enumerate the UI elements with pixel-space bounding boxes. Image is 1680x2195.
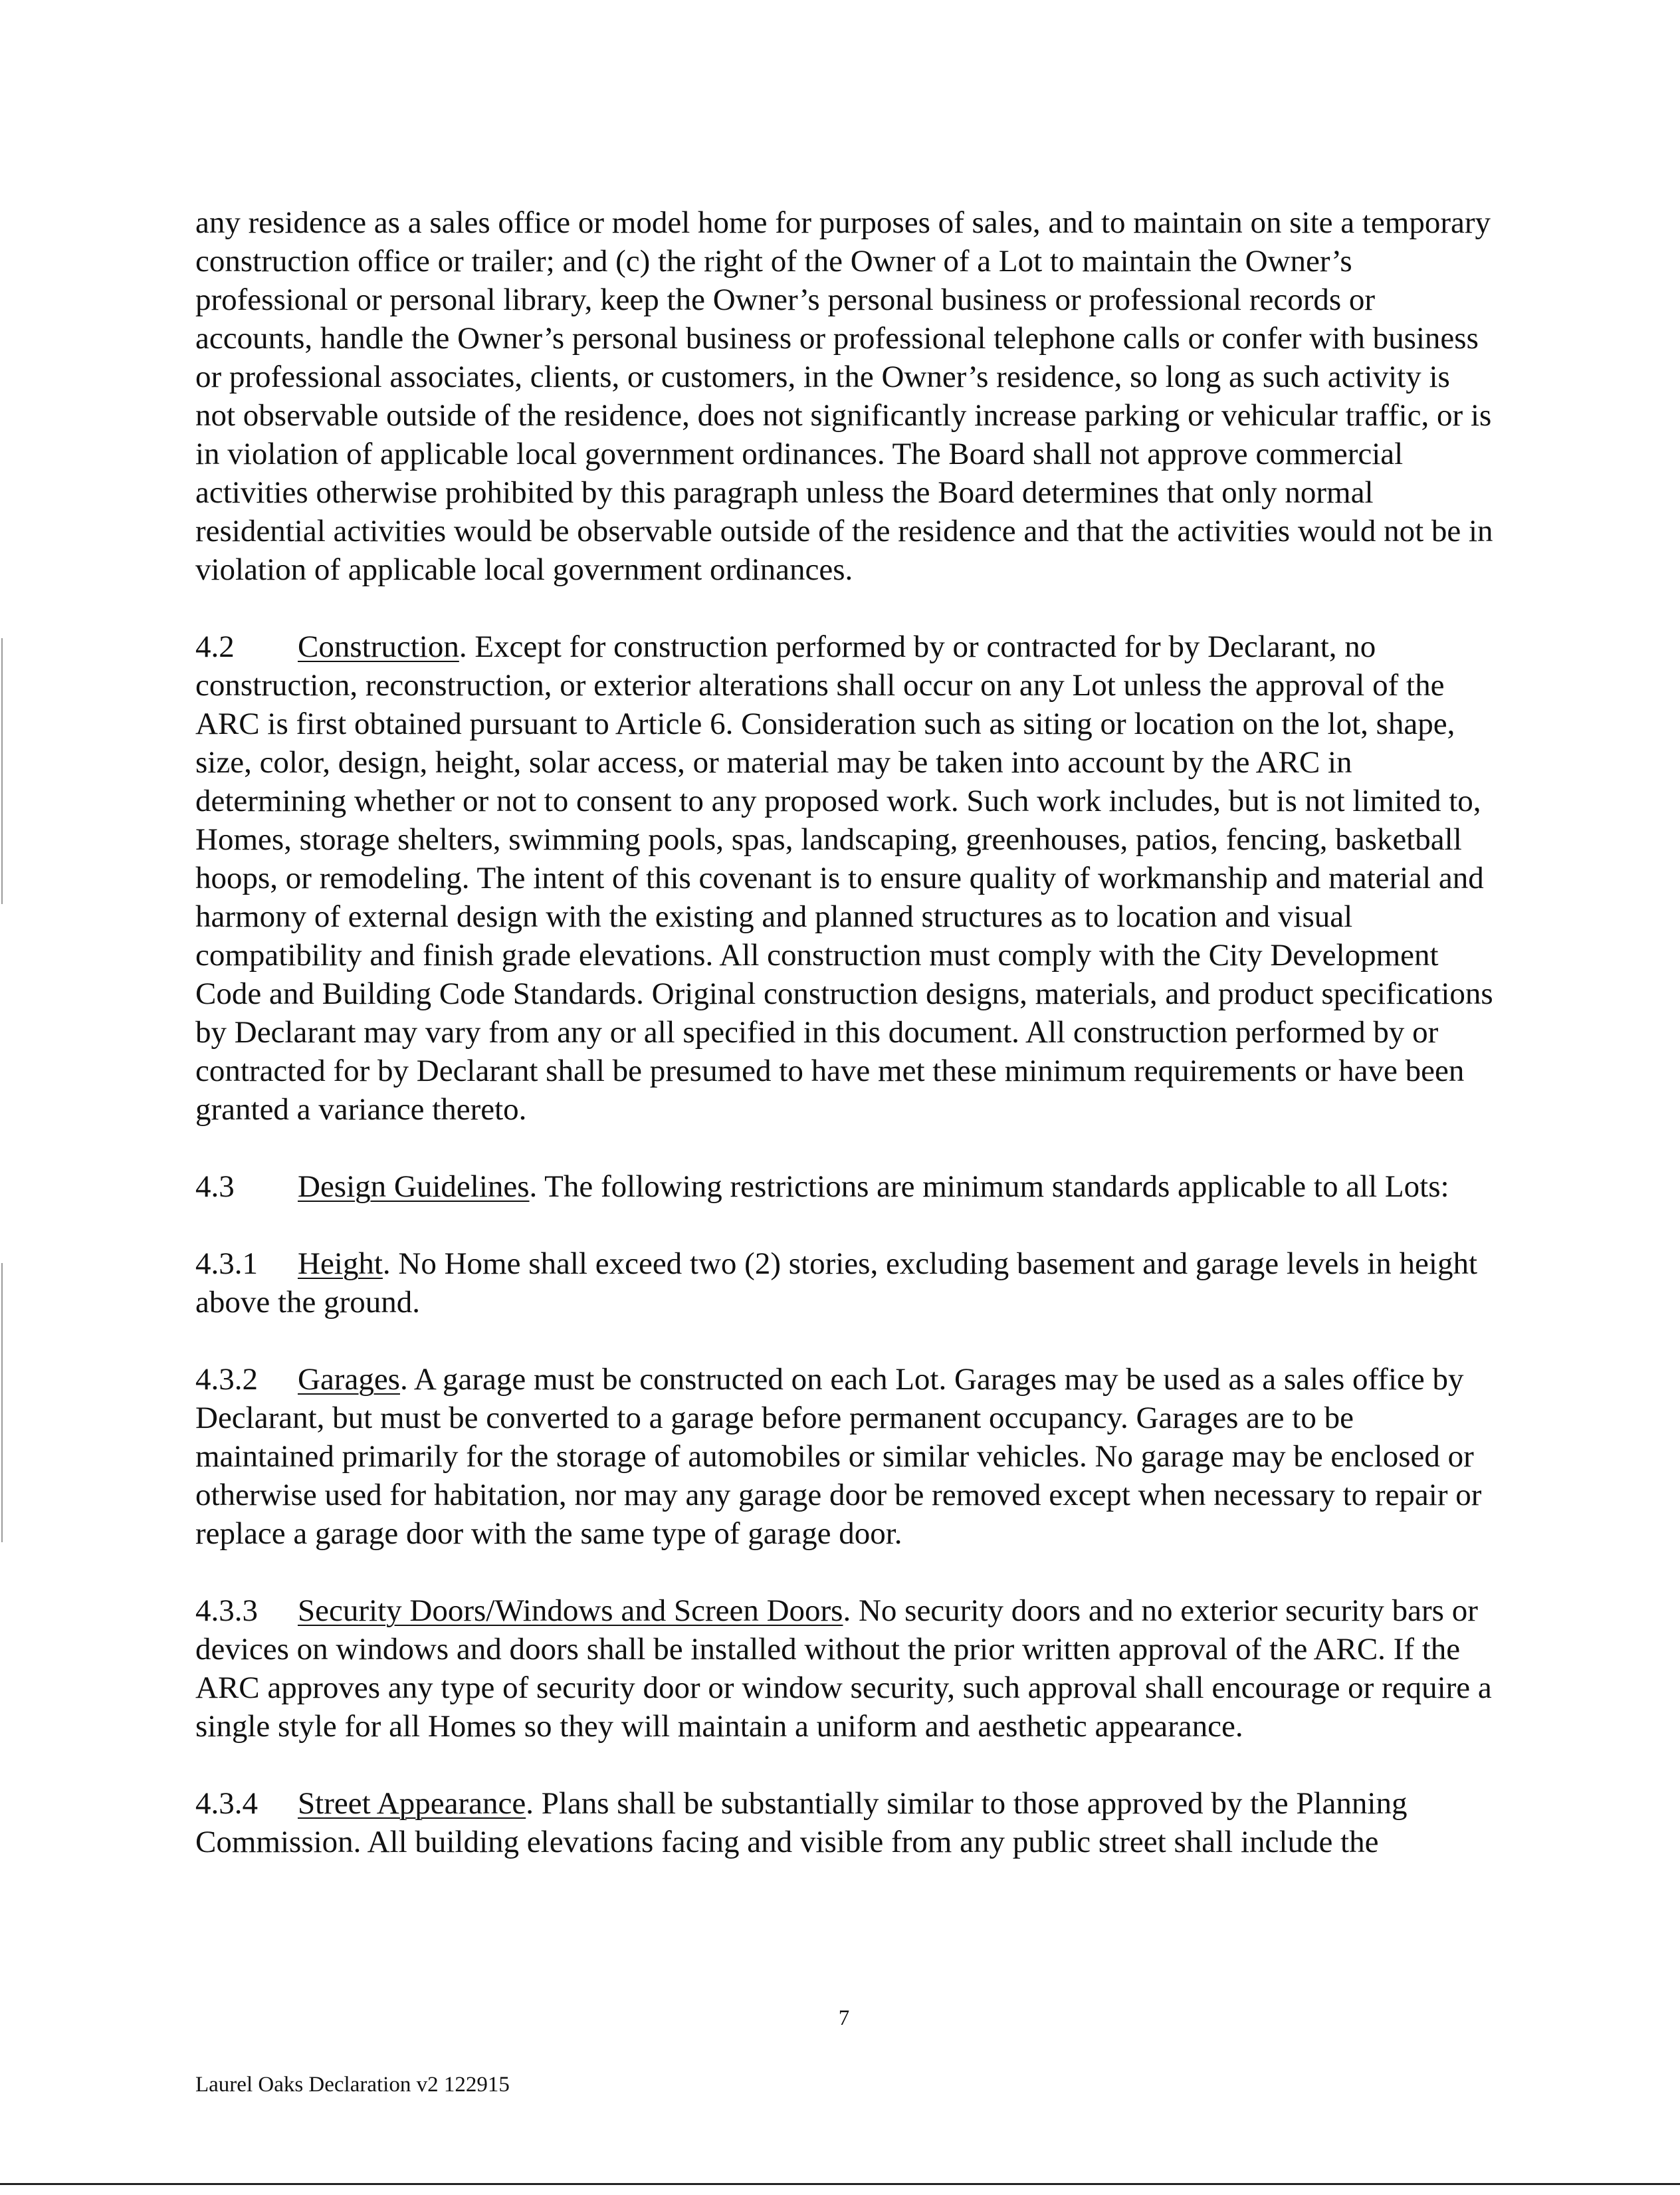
section-text: . Except for construction performed by or contracted for by Declarant, no construction, reconstruction, or exterior alterations shall occur on any Lot unless the approval of the ARC is first obtained pursuant to Article 6. Consideration such as siting or location on the lot, shape, size, color, design, height, solar access, or material may be taken into account by the ARC in determining whether or not to consent to any proposed work. Such work includes, but is not limited to, Homes, storage shelters, swimming pools, spas, landscaping, greenhouses, patios, fencing, basketball hoops, or remodeling. The intent of this covenant is to ensure quality of workmanship and material and harmony of external design with the existing and planned structures as to location and visual compatibility and finish grade elevations. All construction must comply with the City Development Code and Building Code Standards. Original construction designs, materials, and product specifications by Declarant may vary from any or all specified in this document. All construction performed by or contracted for by Declarant shall be presumed to have met these minimum requirements or have been granted a variance thereto. [195,630,1493,1127]
section-number: 4.3.3 [195,1593,258,1628]
section-text: . The following restrictions are minimum standards applicable to all Lots: [529,1169,1449,1204]
section-number: 4.3.2 [195,1362,258,1397]
section-number: 4.2 [195,630,235,664]
section-4-3-3 [195,1591,1497,1746]
section-heading: Construction [298,630,459,664]
section-heading: Garages [298,1362,400,1397]
page-number: 7 [838,2006,850,2030]
section-number: 4.3 [195,1169,235,1204]
scan-edge-mark [1,1263,3,1542]
section-4-3-1 [195,1244,1497,1322]
bottom-scan-border [0,2183,1680,2185]
section-text: . No Home shall exceed two (2) stories, excluding basement and garage levels in height above the ground. [195,1246,1478,1320]
section-text: . A garage must be constructed on each Lot. Garages may be used as a sales office by Declarant, but must be converted to a garage before permanent occupancy. Garages are to be maintained primarily for the storage of automobiles or similar vehicles. No garage may be enclosed or otherwise used for habitation, nor may any garage door be removed except when necessary to repair or replace a garage door with the same type of garage door. [195,1362,1482,1551]
section-number: 4.3.4 [195,1786,258,1821]
section-4-2 [195,628,1497,1129]
section-heading: Height [298,1246,383,1281]
section-number: 4.3.1 [195,1246,258,1281]
section-heading: Design Guidelines [298,1169,530,1204]
section-heading: Street Appearance [298,1786,526,1821]
paragraph-continuation: any residence as a sales office or model home for purposes of sales, and to maintain on site a temporary construction office or trailer; and (c) the right of the Owner of a Lot to maintain the Owner’s professional or personal library, keep the Owner’s personal business or professional records or accounts, handle the Owner’s personal business or professional telephone calls or confer with business or professional associates, clients, or customers, in the Owner’s residence, so long as such activity is not observable outside of the residence, does not significantly increase parking or vehicular traffic, or is in violation of applicable local government ordinances. The Board shall not approve commercial activities otherwise prohibited by this paragraph unless the Board determines that only normal residential activities would be observable outside of the residence and that the activities would not be in violation of applicable local government ordinances. [195,205,1493,587]
section-heading: Security Doors/Windows and Screen Doors [298,1593,843,1628]
section-text: . Plans shall be substantially similar to those approved by the Planning Commission. All building elevations facing and visible from any public street shall include the [195,1786,1408,1859]
scan-edge-mark [1,638,3,904]
section-4-3-4 [195,1784,1497,1861]
section-text: . No security doors and no exterior security bars or devices on windows and doors shall be installed without the prior written approval of the ARC. If the ARC approves any type of security door or window security, such approval shall encourage or require a single style for all Homes so they will maintain a uniform and aesthetic appearance. [195,1593,1492,1744]
section-4-3-2 [195,1360,1497,1553]
footer-document-id: Laurel Oaks Declaration v2 122915 [195,2073,510,2097]
body-text [195,203,1497,1900]
section-4-3 [195,1167,1497,1206]
